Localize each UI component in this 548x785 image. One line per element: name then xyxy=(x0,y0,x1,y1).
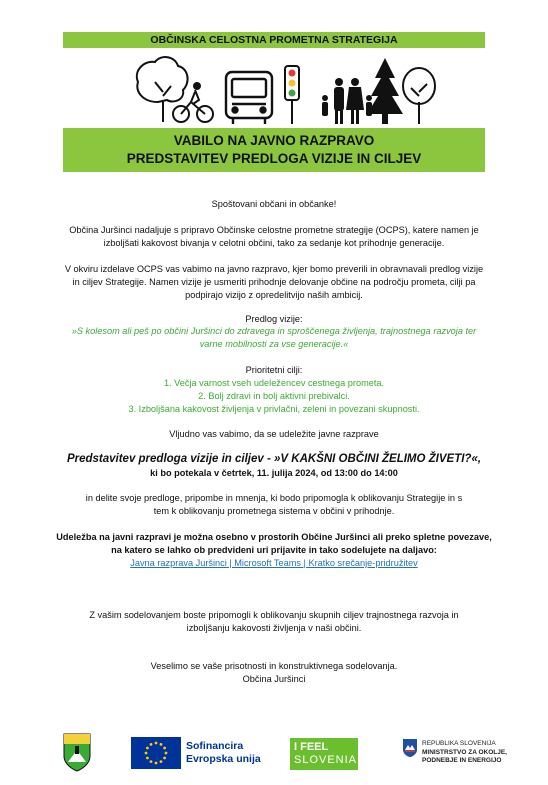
ministry-line: REPUBLIKA SLOVENIJA xyxy=(422,740,496,747)
text-line: podpirajo vizijo z opredelitvijo naših ambicij. xyxy=(185,290,363,300)
goal-item: 3. Izboljšana kakovost življenja v privlačni, zeleni in povezani skupnosti. xyxy=(128,404,420,414)
invitation-title: VABILO NA JAVNO RAZPRAVO xyxy=(173,133,375,148)
text-line: na katero se lahko ob predvideni uri prijavite in tako sodelujete na daljavo: xyxy=(111,545,437,555)
eu-line: Sofinancira xyxy=(186,740,244,752)
comments-paragraph xyxy=(40,492,508,518)
invitation-title-bar xyxy=(63,128,485,172)
event-title: Predstavitev predloga vizije in ciljev - »V KAKŠNI OBČINI ŽELIMO ŽIVETI?«, xyxy=(66,453,482,465)
ifeel-line: I FEEL xyxy=(294,741,329,753)
greeting: Spoštovani občani in občanke! xyxy=(211,199,337,209)
goal-item: 1. Večja varnost vseh udeležencev cestnega prometa. xyxy=(163,378,385,388)
text-line: in ciljev Strategije. Namen vizije je usmeriti prihodnje delovanje občine na področju prometa, cilji pa xyxy=(72,277,476,287)
jursinci-coat-of-arms-logo xyxy=(62,732,92,772)
text-line: Občina Juršinci nadaljuje s pripravo Občinske celostne prometne strategije (OCPS), katere namen je xyxy=(69,225,479,235)
ministry-line: PODNEBJE IN ENERGIJO xyxy=(422,757,502,764)
teams-meeting-link[interactable]: Javna razprava Juršinci | Microsoft Teams | Kratko srečanje-pridružitev xyxy=(130,558,418,568)
traffic-light-icon xyxy=(285,66,299,124)
strategy-title-bar xyxy=(63,32,485,48)
invitation-subtitle: PREDSTAVITEV PREDLOGA VIZIJE IN CILJEV xyxy=(126,151,422,166)
eu-cofunding-text xyxy=(186,740,261,766)
intro-paragraph xyxy=(40,224,508,250)
teams-link-wrapper xyxy=(40,557,508,570)
vision-label: Predlog vizije: xyxy=(245,314,303,324)
event-time: ki bo potekala v četrtek, 11. julija 2024, od 13:00 do 14:00 xyxy=(150,468,398,478)
text-line: tem k oblikovanju prometnega sistema v občini v prihodnje. xyxy=(153,506,395,516)
eu-flag-icon xyxy=(131,737,181,769)
invitation-paragraph xyxy=(40,263,508,302)
text-line: in delite svoje predloge, pripombe in mnenja, ki bodo pripomogla k oblikovanju Strategije in s xyxy=(85,493,463,503)
text-line: varne mobilnosti za vse generacije.« xyxy=(199,339,349,349)
goal-item: 2. Bolj zdravi in bolj aktivni prebivalci. xyxy=(198,391,350,401)
text-line: Z vašim sodelovanjem boste pripomogli k oblikovanju skupnih ciljev trajnostnega razvoja in xyxy=(89,610,459,620)
invite-text: Vljudno vas vabimo, da se udeležite javne razprave xyxy=(169,429,379,439)
text-line: Udeležba na javni razpravi je možna osebno v prostorih Občine Juršinci ali preko spletne povezave, xyxy=(56,532,492,542)
strategy-title: OBČINSKA CELOSTNA PROMETNA STRATEGIJA xyxy=(150,34,398,46)
i-feel-slovenia-logo xyxy=(290,738,358,770)
vision-text xyxy=(40,325,508,351)
contribution-paragraph xyxy=(40,609,508,635)
pine-tree-icon xyxy=(367,58,403,124)
closing-text: Veselimo se vaše prisotnosti in konstruktivnega sodelovanja. xyxy=(150,661,398,671)
family-pedestrians-icon xyxy=(322,78,372,124)
participation-paragraph xyxy=(40,531,508,557)
ministry-line: MINISTRSTVO ZA OKOLJE, xyxy=(422,748,507,756)
eu-line: Evropska unija xyxy=(186,753,261,765)
tree-icon xyxy=(403,68,435,124)
tree-icon xyxy=(137,57,188,122)
mobility-icons-illustration xyxy=(63,52,485,126)
text-line: izboljšati kakovost bivanja v celotni občini, tako za sedanje kot prihodnje generacije. xyxy=(103,238,445,248)
text-line: izboljšanju kakovosti življenja v naši občini. xyxy=(186,623,362,633)
bus-icon xyxy=(226,72,272,124)
signature: Občina Juršinci xyxy=(242,674,306,684)
goals-label: Prioritetni cilji: xyxy=(245,365,303,375)
text-line: V okviru izdelave OCPS vas vabimo na javno razpravo, kjer bomo preverili in obravnavali predlog vizije xyxy=(64,264,484,274)
goals-list xyxy=(40,377,508,416)
cyclist-icon xyxy=(173,83,213,122)
ifeel-line: SLOVENIA xyxy=(294,754,358,766)
slovenia-coat-of-arms-icon xyxy=(402,738,418,758)
ministry-logo-text xyxy=(422,740,507,766)
text-line: »S kolesom ali peš po občini Juršinci do zdravega in sproščenega življenja, trajnostnega razvoja ter xyxy=(71,326,477,336)
